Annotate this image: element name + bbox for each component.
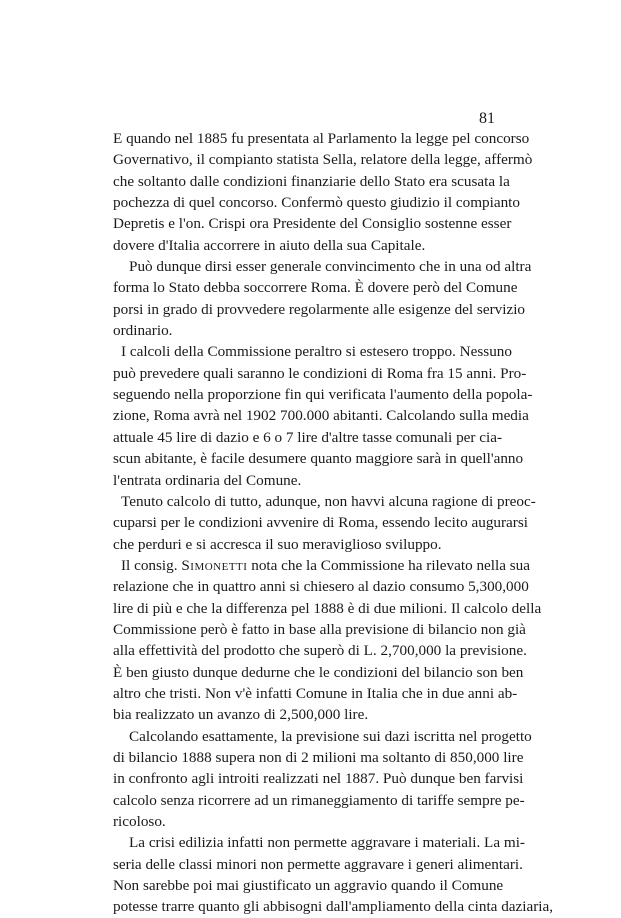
text-line: di bilancio 1888 supera non di 2 milioni ma soltanto di 850,000 lire	[113, 748, 524, 766]
text-line: altro che tristi. Non v'è infatti Comune in Italia che in due anni ab-	[113, 684, 518, 702]
text-line: lire di più e che la differenza pel 1888 è di due milioni. Il calcolo della	[113, 599, 542, 617]
text-line: zione, Roma avrà nel 1902 700.000 abitanti. Calcolando sulla media	[113, 407, 529, 425]
text-line-speaker	[113, 555, 531, 576]
text-line: forma lo Stato debba soccorrere Roma. È dovere però del Comune	[113, 279, 518, 297]
text-line: Depretis e l'on. Crispi ora Presidente del Consiglio sostenne esser	[113, 215, 512, 233]
text-line: La crisi edilizia infatti non permette aggravare i materiali. La mi-	[129, 834, 525, 852]
speaker-name: Simonetti	[181, 556, 248, 574]
page-number: 81	[479, 110, 495, 127]
speaker-line-text: nota che la Commissione ha rilevato nella sua	[251, 556, 531, 574]
text-line: Può dunque dirsi esser generale convincimento che in una od altra	[129, 258, 532, 276]
text-line: seguendo nella proporzione fin qui verificata l'aumento della popola-	[113, 386, 533, 404]
text-line: Commissione però è fatto in base alla previsione di bilancio non già	[113, 620, 526, 638]
text-line: porsi in grado di provvedere regolarmente alle esigenze del servizio	[113, 300, 526, 318]
text-line: può prevedere quali saranno le condizioni di Roma fra 15 anni. Pro-	[113, 364, 527, 382]
text-line: Calcolando esattamente, la previsione sui dazi iscritta nel progetto	[129, 727, 532, 745]
text-line: scun abitante, è facile desumere quanto maggiore sarà in quell'anno	[113, 450, 524, 468]
text-line: bia realizzato un avanzo di 2,500,000 lire.	[113, 706, 369, 724]
text-line: potesse trarre quanto gli abbisogni dall'ampliamento della cinta daziaria,	[113, 898, 554, 916]
text-line: I calcoli della Commissione peraltro si estesero troppo. Nessuno	[121, 343, 512, 361]
text-line: Non sarebbe poi mai giustificato un aggravio quando il Comune	[113, 877, 504, 895]
text-line: relazione che in quattro anni si chiesero al dazio consumo 5,300,000	[113, 578, 529, 596]
text-line: attuale 45 lire di dazio e 6 o 7 lire d'altre tasse comunali per cia-	[113, 428, 503, 446]
body-text	[113, 128, 554, 918]
text-line: pochezza di quel concorso. Confermò questo giudizio il compianto	[113, 194, 520, 212]
text-line: che soltanto dalle condizioni finanziarie dello Stato era scusata la	[113, 172, 510, 190]
text-line: calcolo senza ricorrere ad un rimaneggiamento di tariffe sempre pe-	[113, 791, 525, 809]
text-line: in confronto agli introiti realizzati nel 1887. Può dunque ben farvisi	[113, 770, 524, 788]
text-line: E quando nel 1885 fu presentata al Parlamento la legge pel concorso	[113, 130, 530, 147]
speaker-prefix: Il consig.	[121, 556, 178, 574]
text-line: che perduri e si accresca il suo meraviglioso sviluppo.	[113, 535, 442, 553]
text-line: ricoloso.	[113, 813, 166, 830]
text-line: È ben giusto dunque dedurne che le condizioni del bilancio son ben	[113, 663, 524, 681]
text-line: l'entrata ordinaria del Comune.	[113, 471, 302, 489]
text-line: seria delle classi minori non permette aggravare i generi alimentari.	[113, 855, 523, 873]
text-line: cuparsi per le condizioni avvenire di Roma, essendo lecito augurarsi	[113, 514, 528, 532]
text-line: dovere d'Italia accorrere in aiuto della sua Capitale.	[113, 236, 426, 254]
text-line: Governativo, il compianto statista Sella, relatore della legge, affermò	[113, 151, 533, 169]
text-line: alla effettività del prodotto che superò di L. 2,700,000 la previsione.	[113, 642, 527, 660]
text-line: ordinario.	[113, 322, 173, 340]
text-line: Tenuto calcolo di tutto, adunque, non havvi alcuna ragione di preoc-	[121, 492, 536, 510]
